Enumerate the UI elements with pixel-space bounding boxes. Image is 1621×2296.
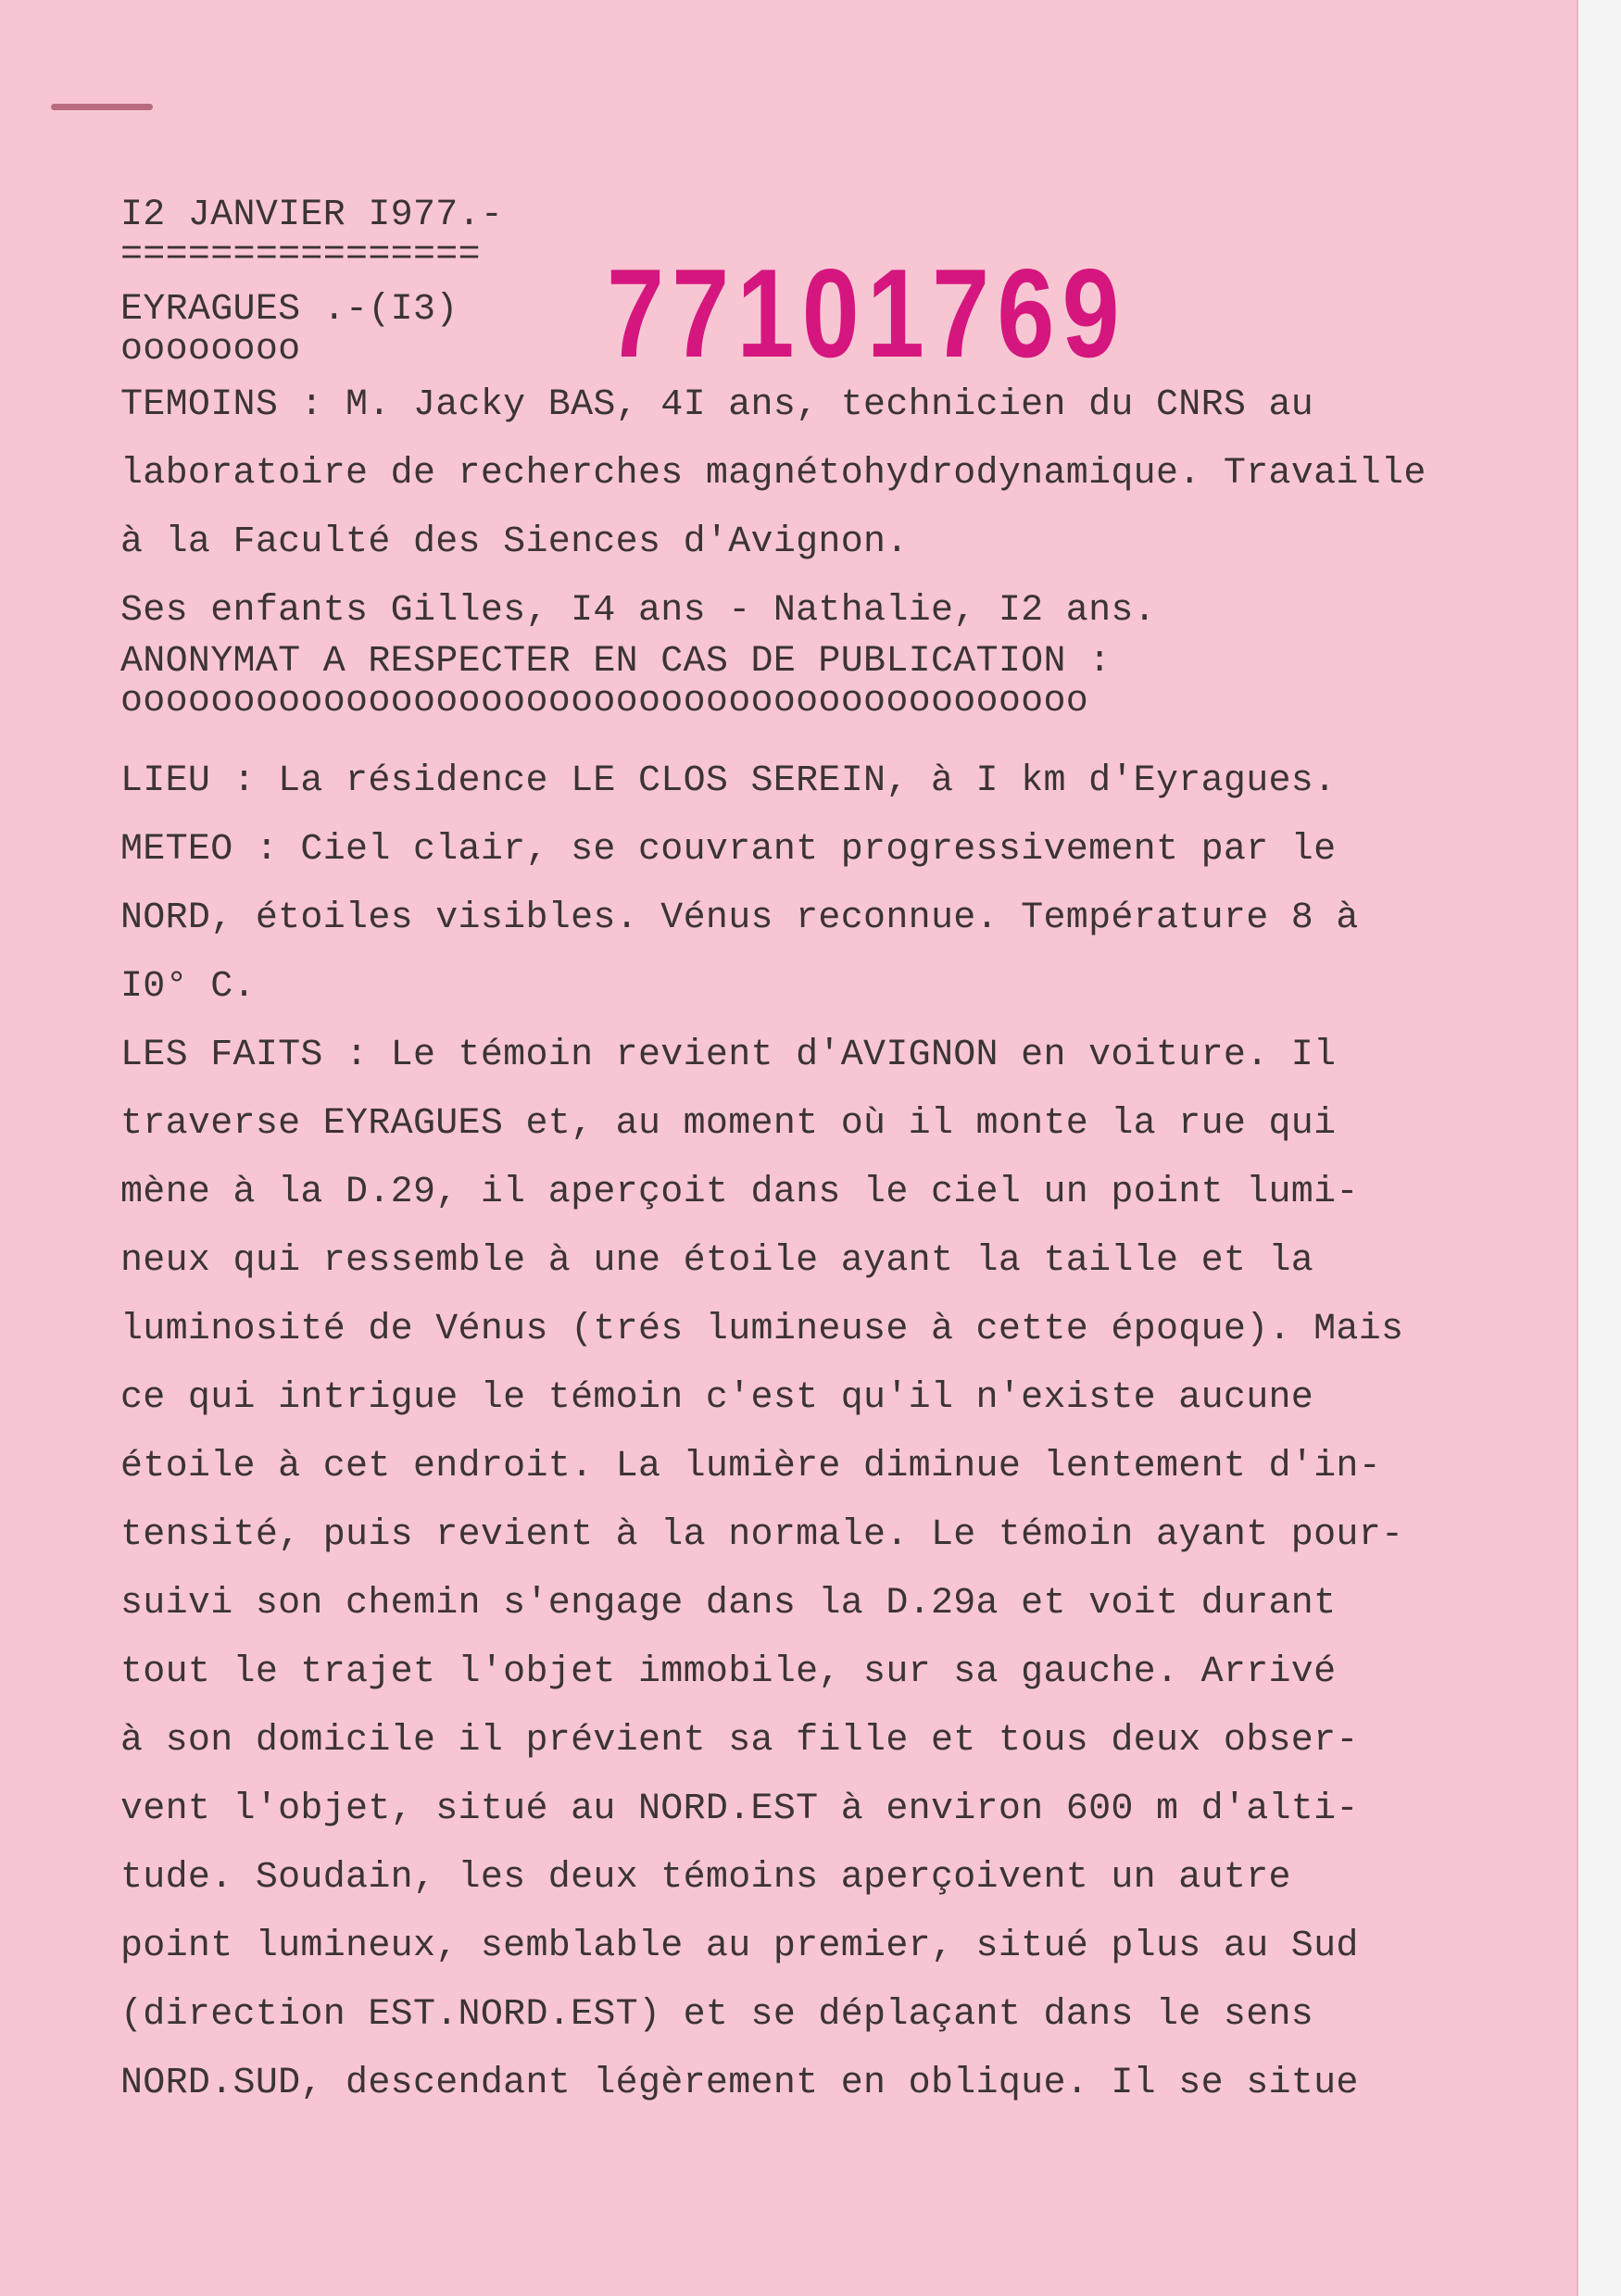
text-line: LIEU : La résidence LE CLOS SEREIN, à I km d'Eyragues. [120,760,1337,802]
text-line: à son domicile il prévient sa fille et tous deux obser- [120,1720,1359,1762]
anonymity-underline: ooooooooooooooooooooooooooooooooooooooooooo [120,681,1089,722]
text-line: (direction EST.NORD.EST) et se déplaçant dans le sens [120,1994,1314,2036]
text-line: à la Faculté des Siences d'Avignon. [120,521,909,563]
text-line: vent l'objet, situé au NORD.EST à environ 600 m d'alti- [120,1788,1359,1830]
text-line: étoile à cet endroit. La lumière diminue lentement d'in- [120,1446,1382,1487]
text-line: LES FAITS : Le témoin revient d'AVIGNON en voiture. Il [120,1035,1337,1076]
place-underline: oooooooo [120,329,301,370]
text-line: METEO : Ciel clair, se couvrant progressivement par le [120,829,1337,871]
text-line: NORD.SUD, descendant légèrement en oblique. Il se situe [120,2063,1359,2104]
text-line: NORD, étoiles visibles. Vénus reconnue. Température 8 à [120,897,1359,939]
text-line: TEMOINS : M. Jacky BAS, 4I ans, technicien du CNRS au [120,384,1314,426]
text-line: laboratoire de recherches magnétohydrodynamique. Travaille [120,453,1426,495]
text-line: I0° C. [120,966,256,1008]
document-place: EYRAGUES .-(I3) [120,289,459,331]
text-line: suivi son chemin s'engage dans la D.29a et voit durant [120,1583,1337,1625]
anonymity-notice: ANONYMAT A RESPECTER EN CAS DE PUBLICATION : [120,641,1112,683]
text-line: luminosité de Vénus (trés lumineuse à cette époque). Mais [120,1309,1404,1350]
date-underline: ================ [120,234,481,276]
typed-text [120,194,1538,2118]
text-line: tensité, puis revient à la normale. Le témoin ayant pour- [120,1514,1404,1556]
text-line: mène à la D.29, il aperçoit dans le ciel un point lumi- [120,1172,1359,1213]
binder-mark [51,104,153,110]
text-line: neux qui ressemble à une étoile ayant la taille et la [120,1240,1314,1282]
text-line: point lumineux, semblable au premier, situé plus au Sud [120,1926,1359,1967]
case-number-stamp: 77101769 [607,243,1127,383]
document-date: I2 JANVIER I977.- [120,194,504,236]
text-line: traverse EYRAGUES et, au moment où il monte la rue qui [120,1103,1337,1145]
text-line: ce qui intrigue le témoin c'est qu'il n'existe aucune [120,1377,1314,1419]
text-line: Ses enfants Gilles, I4 ans - Nathalie, I2 ans. [120,590,1156,632]
text-line: tout le trajet l'objet immobile, sur sa gauche. Arrivé [120,1651,1337,1693]
text-line: tude. Soudain, les deux témoins aperçoivent un autre [120,1857,1291,1899]
